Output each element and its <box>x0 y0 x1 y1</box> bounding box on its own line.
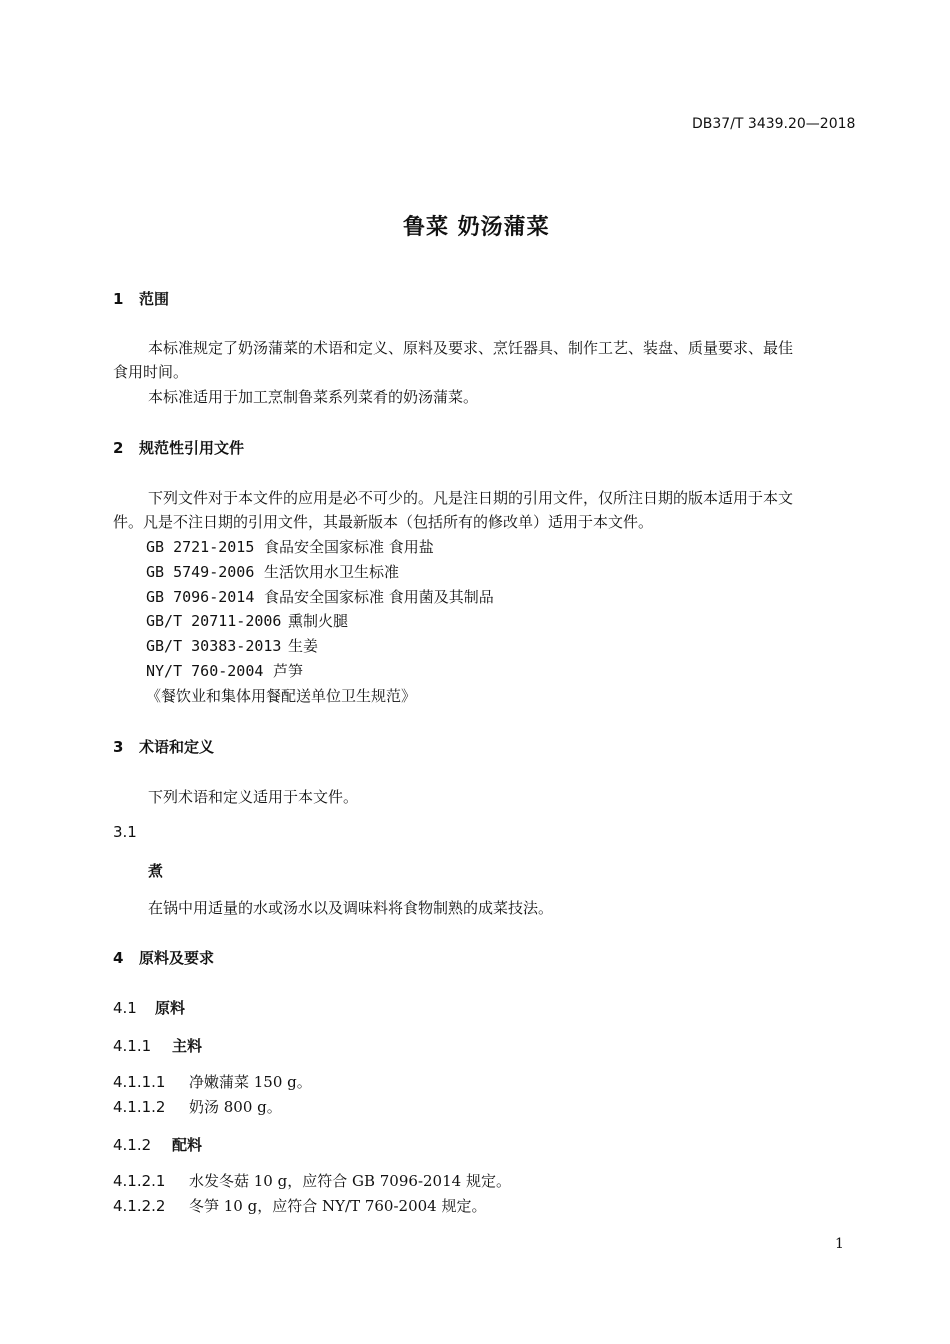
subsection-4-1-1-heading <box>113 1035 202 1056</box>
item-text: 奶汤 800 g。 <box>189 1098 282 1116</box>
item-number: 4.1.2.1 <box>113 1172 166 1190</box>
section-number: 4 <box>113 949 124 967</box>
standard-number: DB37/T 3439.20—2018 <box>692 116 856 132</box>
subsection-4-1-heading <box>113 997 185 1018</box>
subsection-4-1-2-heading <box>113 1134 202 1155</box>
item-number: 4.1.1.1 <box>113 1073 166 1091</box>
reference-item <box>146 561 399 582</box>
item-number: 4.1.2.2 <box>113 1197 166 1215</box>
reference-code: GB/T 30383-2013 <box>146 637 282 655</box>
reference-item <box>146 635 318 656</box>
reference-item <box>146 586 494 607</box>
section-3-heading <box>113 736 214 757</box>
reference-code: GB 2721-2015 <box>146 538 255 556</box>
subsection-title: 原料 <box>155 999 186 1017</box>
section-number: 3 <box>113 738 124 756</box>
paragraph-line: 食用时间。 <box>113 363 189 381</box>
reference-name: 食品安全国家标准 食用菌及其制品 <box>264 588 494 606</box>
subsection-title: 配料 <box>172 1136 203 1154</box>
item-number: 4.1.1.2 <box>113 1098 166 1116</box>
item-text: 冬笋 10 g，应符合 NY/T 760-2004 规定。 <box>189 1197 487 1215</box>
section-2-heading <box>113 437 244 458</box>
subsection-title: 主料 <box>172 1037 203 1055</box>
reference-name: 生活饮用水卫生标准 <box>264 563 400 581</box>
reference-item <box>146 536 434 557</box>
reference-code: NY/T 760-2004 <box>146 662 264 680</box>
reference-name: 食品安全国家标准 食用盐 <box>264 538 434 556</box>
list-item <box>113 1195 487 1216</box>
reference-item <box>146 660 303 681</box>
term-definition: 在锅中用适量的水或汤水以及调味料将食物制熟的成菜技法。 <box>148 899 554 917</box>
section-number: 2 <box>113 439 124 457</box>
list-item <box>113 1170 511 1191</box>
section-title: 规范性引用文件 <box>139 439 245 457</box>
item-text: 净嫩蒲菜 150 g。 <box>189 1073 312 1091</box>
paragraph-line: 下列文件对于本文件的应用是必不可少的。凡是注日期的引用文件，仅所注日期的版本适用于本文 <box>148 489 794 507</box>
reference-name: 熏制火腿 <box>288 612 349 630</box>
section-title: 术语和定义 <box>139 738 215 756</box>
paragraph-line: 本标准规定了奶汤蒲菜的术语和定义、原料及要求、烹饪器具、制作工艺、装盘、质量要求、最佳 <box>148 339 794 357</box>
reference-name: 芦笋 <box>273 662 304 680</box>
item-text: 水发冬菇 10 g，应符合 GB 7096-2014 规定。 <box>189 1172 511 1190</box>
list-item <box>113 1071 312 1092</box>
paragraph-line: 下列术语和定义适用于本文件。 <box>148 788 359 806</box>
list-item <box>113 1096 282 1117</box>
section-4-heading <box>113 947 214 968</box>
reference-code: GB/T 20711-2006 <box>146 612 282 630</box>
term-number: 3.1 <box>113 823 137 841</box>
paragraph-line: 件。凡是不注日期的引用文件，其最新版本（包括所有的修改单）适用于本文件。 <box>113 513 654 531</box>
subsection-number: 4.1 <box>113 999 137 1017</box>
reference-code: GB 7096-2014 <box>146 588 255 606</box>
reference-item: 《餐饮业和集体用餐配送单位卫生规范》 <box>146 687 417 705</box>
page-number: 1 <box>835 1236 844 1252</box>
subsection-number: 4.1.1 <box>113 1037 152 1055</box>
term-name: 煮 <box>148 862 164 880</box>
page-title: 鲁菜 奶汤蒲菜 <box>403 215 550 240</box>
reference-item <box>146 610 348 631</box>
reference-name: 生姜 <box>288 637 319 655</box>
section-title: 原料及要求 <box>139 949 215 967</box>
subsection-number: 4.1.2 <box>113 1136 152 1154</box>
reference-code: GB 5749-2006 <box>146 563 255 581</box>
paragraph-line: 本标准适用于加工烹制鲁菜系列菜肴的奶汤蒲菜。 <box>148 388 479 406</box>
section-1-heading <box>113 288 169 309</box>
section-number: 1 <box>113 290 124 308</box>
section-title: 范围 <box>139 290 170 308</box>
